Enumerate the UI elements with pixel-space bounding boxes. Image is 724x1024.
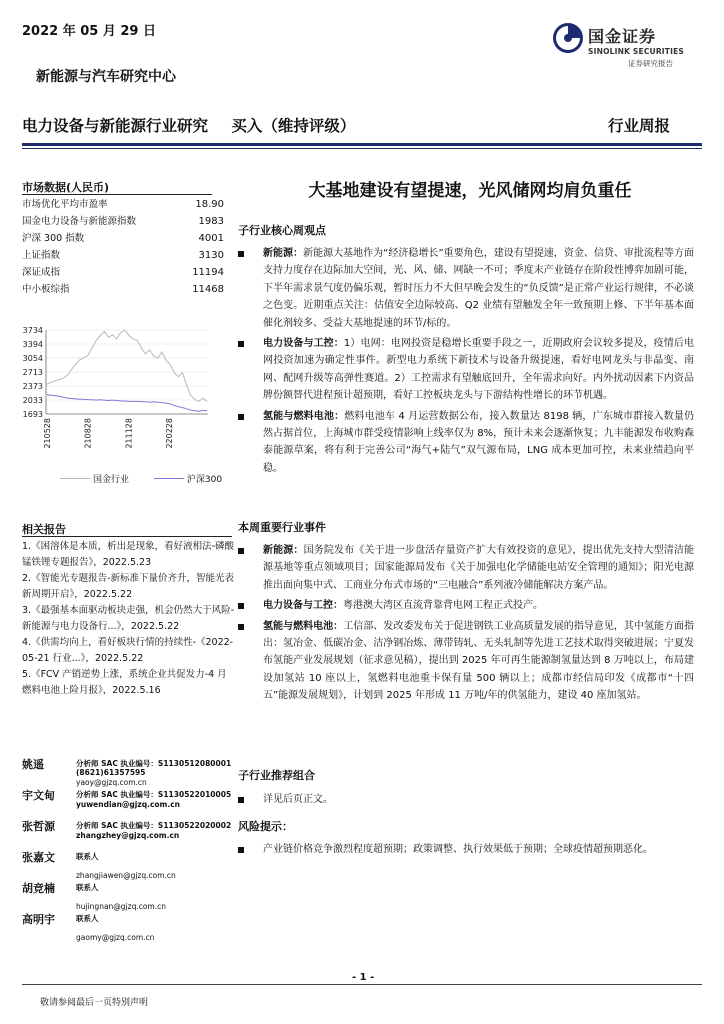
y-tick-label: 3734 [22,326,43,335]
market-row [22,281,224,298]
y-tick-label: 3394 [22,339,43,349]
y-tick-label: 1693 [22,410,43,419]
analyst-name: 张嘉文 [22,851,55,864]
bullet-lead: 新能源： [263,545,304,556]
rating: 买入（维持评级） [231,117,356,135]
market-row [22,247,224,264]
analyst-name: 张哲源 [22,820,55,833]
bullet-text: 燃料电池车 4 月运营数据公布，接入数量达 8198 辆，广东城市群接入数量仍然占据首位，上海城市群受疫情影响上线率仅为 8%，预计未来会逐渐恢复；九丰能源发布收购森泰能源草案，将有利于完善公司“海气+陆气”双气源布局，LNG 成本更加可控，未来业绩趋向平稳。 [263,410,694,474]
bullet-text: 国务院发布《关于进一步盘活存量资产扩大有效投资的意见》，提出优先支持大型清洁能源基地等重点领域项目；国家能源局发布《关于加强电化学储能电站安全管理的通知》；阳光电源推出面向集中式、工商业分布式市场的“三电融合”系列液冷储能解决方案产品。 [263,545,695,591]
bullet-text: 详见后页正文。 [263,794,333,805]
section-heading-risk: 风险提示： [238,820,293,833]
analyst-list [22,756,252,942]
related-report-text: 1.《困溶体是本质，析出是现象，看好液相法-磷酸锰铁锂专题报告》， [22,541,234,568]
market-value: 18.90 [195,199,224,210]
portfolio-list [238,791,694,811]
industry-rating-row [22,114,373,136]
market-row [22,264,224,281]
x-tick-label: 210528 [43,418,52,449]
market-row [22,196,224,213]
x-tick-label: 220228 [165,418,174,449]
bullet-text: 新能源大基地作为“经济稳增长”重要角色，建设有望提速，资金、信贷、审批流程等方面支持力度存在边际加大空间，光、风、储、网缺一不可；季度末产业链存在阶段性博弈加剧可能，下半年需求景气度仍偏乐观，暂时压力不大但早晚会发生的“负反馈”是正常产业运行规律，不必谈之色变。近期重点关注：估值安全边际较高、Q2 业绩有望触发全年一致预期上修、下半年基本面催化剂较多、受益大基地提速的环节/标的。 [263,248,694,329]
bullet-lead: 氢能与燃料电池： [263,620,344,632]
analyst-name: 姚遥 [22,758,44,771]
main-title: 大基地建设有望提速，光风储网均肩负重任 [308,181,632,201]
series-line-hs300 [47,395,207,411]
department-name: 新能源与汽车研究中心 [36,69,176,85]
market-value: 3130 [198,250,224,261]
analyst-entry [22,911,252,942]
market-label: 中小板综指 [22,284,70,295]
related-report-item[interactable] [22,539,234,570]
risk-list [238,841,694,861]
analyst-email[interactable]: yaoy@gjzq.com.cn [76,778,147,787]
bullet-square-icon [238,414,244,420]
related-report-item[interactable] [22,603,234,634]
report-date: 2022 年 05 月 29 日 [22,24,156,39]
legend-item-hs300 [154,472,222,485]
logo-text-en: SINOLINK SECURITIES [588,47,685,56]
analyst-name: 高明宇 [22,913,55,926]
related-report-date: 2022.5.22 [94,652,144,664]
header-divider [22,143,702,146]
bullet-text: 1）电网：电网投资是稳增长重要手段之一，近期政府会议较多提及，疫情后电网投资加速为确定性事件。新型电力系统下新技术与设备升级提速，看好电网龙头与非晶变、南网、配网升级等高弹性赛道。2）工控需求有望触底回升，全年需求向好。内外扰动因素下内资品牌份额替代进程预计超预期，看好工控板块龙头与下游结构性增长的环节机遇。 [263,338,694,402]
analyst-license: 分析师 SAC 执业编号：S1130522010005 [76,790,232,799]
bullet-square-icon [238,797,244,803]
legend-label: 沪深300 [186,475,223,485]
related-report-date: 2022.5.23 [102,556,152,568]
analyst-entry [22,756,252,787]
logo-subtitle: 证券研究报告 [628,59,673,68]
market-row [22,213,224,230]
analyst-license: 分析师 SAC 执业编号：S1130512080001 [76,759,232,768]
logo-text-cn: 国金证券 [588,27,657,46]
related-report-date: 2022.5.16 [112,684,161,696]
analyst-email[interactable]: zhangjiawen@gjzq.com.cn [76,871,176,880]
bullet-square-icon [238,251,244,257]
bullet-text: 产业链价格竞争激烈程度超预期；政策调整、执行效果低于预期；全球疫情超预期恶化。 [263,844,653,855]
events-list [238,542,694,708]
market-label: 国金电力设备与新能源指数 [22,216,137,227]
bullet-square-icon [238,603,244,609]
related-report-text: 2.《智能光专题报告-新标准下量价齐升，智能光表新周期开启》， [22,573,234,600]
market-value: 11468 [192,284,224,295]
analyst-license: 分析师 SAC 执业编号：S1130522020002 [76,821,232,830]
analyst-role: 联系人 [76,914,99,923]
header-divider-thin [22,148,702,149]
bullet-text: 工信部、发改委发布关于促进钢铁工业高质量发展的指导意见，其中氢能方面指出：氢冶金、低碳冶金、洁净钢冶炼、薄带铸轧、无头轧制等先进工艺技术取得突破进展；宁夏发布氢能产业发展规划（征求意见稿），提出到 2025 年可再生能源制氢量达到 8 万吨以上，布局建设加氢站 10 座以上，氢燃料电池重卡保有量 500 辆以上；成都市经信局印发《成都市“十四五”能源发展规划》，计划到 2025 年形成 11 万吨/年的供氢能力，建设 40 座加氢站。 [263,620,695,702]
market-data-title: 市场数据(人民币) [22,181,110,194]
analyst-entry [22,787,252,818]
bullet-new-energy [238,245,694,332]
analyst-entry [22,849,252,880]
legend-swatch-hs300 [154,478,184,479]
related-report-item[interactable] [22,667,234,698]
bullet-lead: 电力设备与工控： [263,600,343,612]
market-value: 11194 [192,267,224,278]
related-report-text: 5.《FCV 产销逆势上涨，系统企业共促发力-4 月燃料电池上险月报》， [22,669,227,696]
analyst-name: 宇文甸 [22,789,55,802]
market-data-table [22,196,224,298]
industry-name: 电力设备与新能源行业研究 [22,117,209,135]
legend-label: 国金行业 [93,475,130,485]
section-heading-portfolio: 子行业推荐组合 [238,769,315,782]
market-label: 市场优化平均市盈率 [22,199,108,210]
analyst-entry [22,818,252,849]
analyst-email[interactable]: zhangzhey@gjzq.com.cn [76,831,180,840]
company-logo [552,20,702,68]
y-tick-label: 2373 [22,382,43,392]
bullet-hydrogen-event [238,618,694,705]
page-number: - 1 - [352,972,375,983]
series-line-industry [47,330,207,401]
market-value: 4001 [198,233,224,244]
legend-swatch-industry [60,478,90,479]
market-label: 上证指数 [22,250,61,261]
bullet-risk [238,841,694,858]
related-report-item[interactable] [22,635,234,666]
bullet-square-icon [238,341,244,347]
bullet-square-icon [238,548,244,554]
footer-divider [22,984,702,985]
section-heading-core-views: 子行业核心周观点 [238,224,326,237]
y-tick-label: 3054 [22,353,43,363]
core-views-list [238,245,694,480]
related-reports-rule [22,536,232,537]
analyst-name: 胡竞楠 [22,882,55,895]
bullet-text: 粤港澳大湾区直流背靠背电网工程正式投产。 [343,600,543,612]
market-row [22,230,224,247]
related-report-text: 4.《供需均向上，看好板块行情的持续性-《2022-05-21 行业...》， [22,637,234,664]
bullet-lead: 新能源： [263,248,304,259]
analyst-email[interactable]: gaomy@gjzq.com.cn [76,933,155,942]
y-tick-label: 2033 [22,396,43,406]
bullet-square-icon [238,624,244,630]
market-value: 1983 [198,216,224,227]
bullet-new-energy-event [238,542,694,594]
chart-legend [60,472,244,485]
related-report-item[interactable] [22,571,234,602]
bullet-square-icon [238,847,244,853]
analyst-role: 联系人 [76,883,99,892]
legend-item-industry [60,472,129,485]
x-tick-label: 211128 [124,418,134,449]
bullet-hydrogen [238,408,694,478]
market-label: 沪深 300 指数 [22,233,85,244]
footer-disclaimer: 敬请参阅最后一页特别声明 [40,998,149,1008]
x-tick-label: 210828 [83,418,93,449]
related-report-date: 2022.5.22 [130,620,180,632]
analyst-email[interactable]: hujingnan@gjzq.com.cn [76,902,166,911]
y-tick-label: 2713 [22,368,43,378]
market-label: 深证成指 [22,267,61,278]
bullet-power-equipment [238,335,694,405]
bullet-lead: 氢能与燃料电池： [263,410,345,422]
bullet-power-equipment-event [238,597,694,614]
logo-emblem-icon [552,22,584,54]
market-data-rule [22,194,212,195]
analyst-email[interactable]: yuwendian@gjzq.com.cn [76,800,180,809]
section-heading-events: 本周重要行业事件 [238,521,326,534]
related-reports-list [22,539,234,699]
report-type: 行业周报 [608,117,671,135]
analyst-role: 联系人 [76,852,99,861]
bullet-lead: 电力设备与工控： [263,338,344,350]
analyst-entry [22,880,252,911]
related-report-date: 2022.5.22 [83,588,133,600]
related-report-text: 3.《最强基本面驱动板块走强，机会仍然大于风险-新能源与电力设备行...》， [22,605,234,632]
bullet-portfolio [238,791,694,808]
index-performance-chart [22,322,212,482]
related-reports-title: 相关报告 [22,523,66,536]
analyst-phone: (8621)61357595 [76,768,146,777]
